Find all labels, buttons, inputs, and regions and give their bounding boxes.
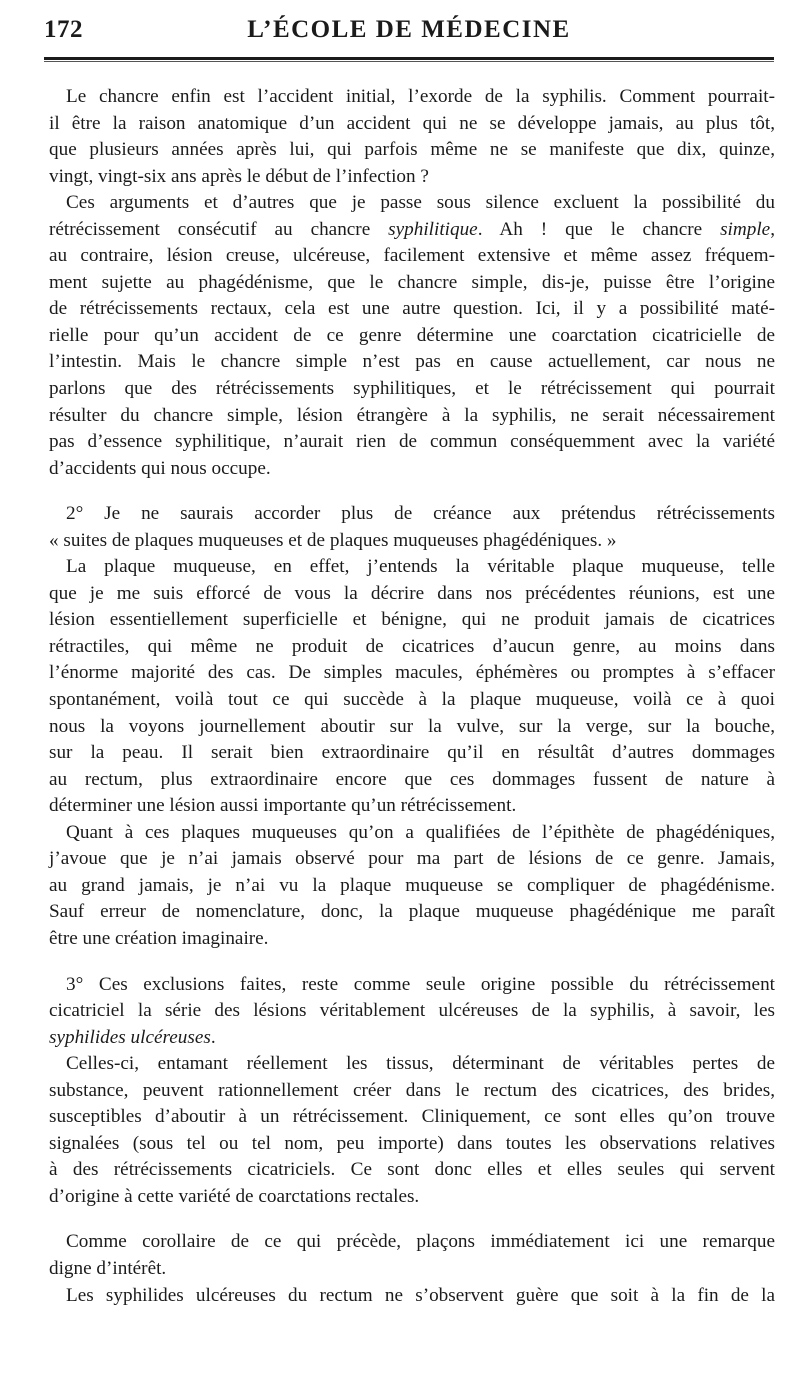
text-line: que plusieurs années après lui, qui parfois même ne se manifeste que dix, quinze, <box>49 139 775 161</box>
text-line: « suites de plaques muqueuses et de plaques muqueuses phagédéniques. » <box>49 529 617 551</box>
text-line: Ces arguments et d’autres que je passe sous silence excluent la possibilité du <box>66 192 775 214</box>
text-line: l’énorme majorité des cas. De simples macules, éphémères ou promptes à s’effacer <box>49 662 775 684</box>
paragraph <box>49 501 775 554</box>
text-line: d’accidents qui nous occupe. <box>49 457 271 479</box>
text-line: rielle pour qu’un accident de ce genre détermine une coarctation cicatricielle de <box>49 324 775 346</box>
text-line: spontanément, voilà tout ce qui succède à la plaque muqueuse, voilà ce à quoi <box>49 689 775 711</box>
text-line: Les syphilides ulcéreuses du rectum ne s’observent guère que soit à la fin de la <box>66 1284 775 1306</box>
text-line: substance, peuvent rationnellement créer dans le rectum des cicatrices, des brides, <box>49 1079 775 1101</box>
text-line: cicatriciel la série des lésions véritablement ulcéreuses de la syphilis, à savoir, les <box>49 1000 775 1022</box>
header-rule <box>44 57 774 62</box>
text-line: 2° Je ne saurais accorder plus de créance aux prétendus rétrécissements <box>66 503 775 525</box>
text-line: déterminer une lésion aussi importante qu’un rétrécissement. <box>49 795 517 817</box>
italic-term: syphilitique <box>388 218 478 240</box>
text-line: rétrécissement consécutif au chancre syphilitique. Ah ! que le chancre simple, <box>49 218 775 240</box>
text-line: de rétrécissements rectaux, cela est une autre question. Ici, il y a possibilité maté- <box>49 298 775 320</box>
text-line: l’intestin. Mais le chancre simple n’est pas en cause actuellement, car nous ne <box>49 351 775 373</box>
text-line: d’origine à cette variété de coarctations rectales. <box>49 1185 420 1207</box>
paragraph <box>49 554 775 819</box>
paragraph <box>49 820 775 953</box>
text-line: Le chancre enfin est l’accident initial, l’exorde de la syphilis. Comment pourrait- <box>66 86 775 107</box>
text-line: digne d’intérêt. <box>49 1257 167 1279</box>
running-title: L’ÉCOLE DE MÉDECINE <box>247 16 571 43</box>
text-line: Comme corollaire de ce qui précède, plaçons immédiatement ici une remarque <box>66 1231 775 1253</box>
paragraph <box>49 1051 775 1210</box>
page-header <box>44 14 774 54</box>
text-line: j’avoue que je n’ai jamais observé pour ma part de lésions de ce genre. Jamais, <box>49 848 775 870</box>
paragraph <box>49 1229 775 1282</box>
paragraph <box>49 1283 775 1310</box>
text-line: lésion essentiellement superficielle et bénigne, qui ne produit jamais de cicatrices <box>49 609 775 631</box>
text-line: au contraire, lésion creuse, ulcéreuse, facilement extensive et même assez fréquem- <box>49 245 775 267</box>
text-line: au rectum, plus extraordinaire encore que ces dommages fussent de nature à <box>49 768 775 790</box>
text-line: rétractiles, qui même ne produit de cicatrices d’aucun genre, au moins dans <box>49 635 775 657</box>
text-line: pas d’essence syphilitique, n’aurait rien de commun conséquemment avec la variété <box>49 431 775 453</box>
text-line: nous la voyons journellement aboutir sur la vulve, sur la verge, sur la bouche, <box>49 715 775 737</box>
paragraph <box>49 972 775 1052</box>
text-line: Quant à ces plaques muqueuses qu’on a qualifiées de l’épithète de phagédéniques, <box>66 821 775 843</box>
text-line: résulter du chancre simple, lésion étrangère à la syphilis, ne serait nécessairement <box>49 404 775 426</box>
italic-term: syphilides ulcéreuses <box>49 1026 211 1048</box>
body-text <box>49 84 775 1309</box>
text-line: sur la peau. Il serait bien extraordinaire qu’il en résultât d’autres dommages <box>49 742 775 764</box>
text-line: être une création imaginaire. <box>49 927 269 949</box>
text-line: La plaque muqueuse, en effet, j’entends la véritable plaque muqueuse, telle <box>66 556 775 578</box>
text-line: il être la raison anatomique d’un accident qui ne se développe jamais, au plus tôt, <box>49 112 775 134</box>
text-line: que je me suis efforcé de vous la décrire dans nos précédentes réunions, est une <box>49 582 775 604</box>
text-line: susceptibles d’aboutir à un rétrécissement. Cliniquement, ce sont elles qu’on trouve <box>49 1106 775 1128</box>
paragraph <box>49 190 775 482</box>
text-line: Sauf erreur de nomenclature, donc, la plaque muqueuse phagédénique me paraît <box>49 901 775 923</box>
page-number: 172 <box>44 16 83 43</box>
text-line: vingt, vingt-six ans après le début de l’infection ? <box>49 165 429 187</box>
text-line: Celles-ci, entamant réellement les tissus, déterminant de véritables pertes de <box>66 1053 775 1075</box>
text-line: à des rétrécissements cicatriciels. Ce sont donc elles et elles seules qui servent <box>49 1159 775 1181</box>
paragraph <box>49 84 775 190</box>
text-line: parlons que des rétrécissements syphilitiques, et le rétrécissement qui pourrait <box>49 378 775 400</box>
text-line: syphilides ulcéreuses. <box>49 1026 216 1048</box>
text-line: ment sujette au phagédénisme, que le chancre simple, dis-je, puisse être l’origine <box>49 271 775 293</box>
text-line: au grand jamais, je n’ai vu la plaque muqueuse se compliquer de phagédénisme. <box>49 874 775 896</box>
text-line: signalées (sous tel ou tel nom, peu importe) dans toutes les observations relatives <box>49 1132 775 1154</box>
italic-term: simple <box>720 218 771 240</box>
text-line: 3° Ces exclusions faites, reste comme seule origine possible du rétrécissement <box>66 973 775 995</box>
